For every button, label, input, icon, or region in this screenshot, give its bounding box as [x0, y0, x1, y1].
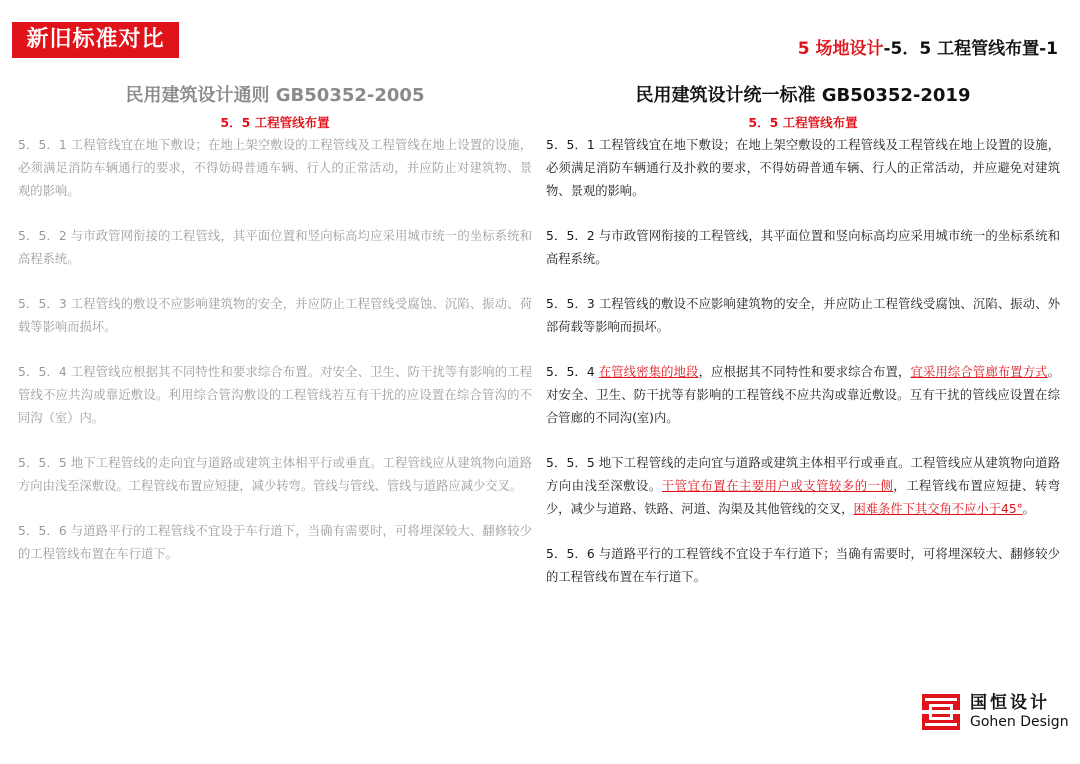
clause-text: 。: [1022, 502, 1036, 516]
new-standard-subtitle: 5．5 工程管线布置: [748, 115, 858, 130]
clause-text: 。对安全、卫生、防干扰等有影响的工程管线不应共沟或靠近敷设。互有干扰的管线应设置在综合管廊的不同沟(室)内。: [546, 365, 1060, 425]
clause-text: 5．5．2 与市政管网衔接的工程管线，其平面位置和竖向标高均应采用城市统一的坐标系统和高程系统。: [546, 229, 1060, 266]
clause-paragraph: [546, 361, 1060, 430]
clause-text: 5．5．2 与市政管网衔接的工程管线，其平面位置和竖向标高均应采用城市统一的坐标系统和高程系统。: [18, 229, 532, 266]
new-standard-title: 民用建筑设计统一标准 GB50352-2019: [635, 85, 971, 106]
clause-text: 5．5．3 工程管线的敷设不应影响建筑物的安全，并应防止工程管线受腐蚀、沉陷、振动、外部荷载等影响而损坏。: [546, 297, 1060, 334]
old-standard-title: 民用建筑设计通则 GB50352-2005: [125, 85, 425, 106]
clause-text: 5．5．1 工程管线宜在地下敷设；在地上架空敷设的工程管线及工程管线在地上设置的设施，必须满足消防车辆通行的要求，不得妨碍普通车辆、行人的正常活动，并应防止对建筑物、景观的影响。: [18, 138, 532, 198]
company-logo: [922, 693, 1069, 731]
clause-paragraph: [546, 134, 1060, 203]
highlighted-change: 宜采用综合管廊布置方式: [910, 365, 1048, 379]
clause-text: 5．5．5 地下工程管线的走向宜与道路或建筑主体相平行或垂直。工程管线应从建筑物向道路方向由浅至深敷设。工程管线布置应短捷，减少转弯。管线与管线、管线与道路应减少交叉。: [18, 456, 532, 493]
clause-paragraph: [18, 293, 532, 339]
section-chapter: 5 场地设计: [797, 39, 884, 59]
clause-paragraph: [18, 361, 532, 430]
clause-text: 5．5．4: [546, 365, 599, 379]
clause-text: 5．5．6 与道路平行的工程管线不宜设于车行道下；当确有需要时，可将埋深较大、翻修较少的工程管线布置在车行道下。: [546, 547, 1060, 584]
logo-chinese-name: 国恒设计: [970, 693, 1050, 713]
clause-paragraph: [546, 452, 1060, 521]
gohen-logo-icon: [922, 694, 960, 730]
clause-paragraph: [18, 452, 532, 498]
highlighted-change: 在管线密集的地段: [598, 365, 699, 379]
clause-paragraph: [546, 293, 1060, 339]
new-standard-column: [546, 82, 1060, 611]
clause-text: ，工程管线布置应短捷、转弯少，减少与道路、铁路、河道、沟渠及其他管线的交叉，: [546, 479, 1060, 516]
comparison-tag: 新旧标准对比: [12, 22, 179, 58]
clause-paragraph: [18, 134, 532, 203]
clause-text: 5．5．3 工程管线的敷设不应影响建筑物的安全，并应防止工程管线受腐蚀、沉陷、振动、荷载等影响而损坏。: [18, 297, 532, 334]
logo-english-name: Gohen Design: [970, 714, 1069, 730]
section-heading: [798, 34, 1058, 59]
clause-paragraph: [546, 225, 1060, 271]
old-standard-column: [18, 82, 532, 588]
clause-text: 5．5．5 地下工程管线的走向宜与道路或建筑主体相平行或垂直。工程管线应从建筑物向道路方向由浅至深敷设。: [546, 456, 1060, 493]
clause-paragraph: [18, 520, 532, 566]
clause-text: 5．5．1 工程管线宜在地下敷设；在地上架空敷设的工程管线及工程管线在地上设置的设施，必须满足消防车辆通行及扑救的要求，不得妨碍普通车辆、行人的正常活动，并应避免对建筑物、景观的影响。: [546, 138, 1060, 198]
clause-paragraph: [546, 543, 1060, 589]
clause-text: 5．5．4 工程管线应根据其不同特性和要求综合布置。对安全、卫生、防干扰等有影响的工程管线不应共沟或靠近敷设。利用综合管沟敷设的工程管线若互有干扰的应设置在综合管沟的不同沟（室）内。: [18, 365, 532, 425]
highlighted-change: 干管宜布置在主要用户或支管较多的一侧: [661, 479, 894, 493]
clause-text: ，应根据其不同特性和要求综合布置，: [698, 365, 911, 379]
old-standard-subtitle: 5．5 工程管线布置: [220, 115, 330, 130]
clause-text: 5．5．6 与道路平行的工程管线不宜设于车行道下，当确有需要时，可将埋深较大、翻修较少的工程管线布置在车行道下。: [18, 524, 532, 561]
clause-paragraph: [18, 225, 532, 271]
highlighted-change: 困难条件下其交角不应小于45°: [853, 502, 1023, 516]
section-topic: -5．5 工程管线布置-1: [883, 39, 1058, 59]
